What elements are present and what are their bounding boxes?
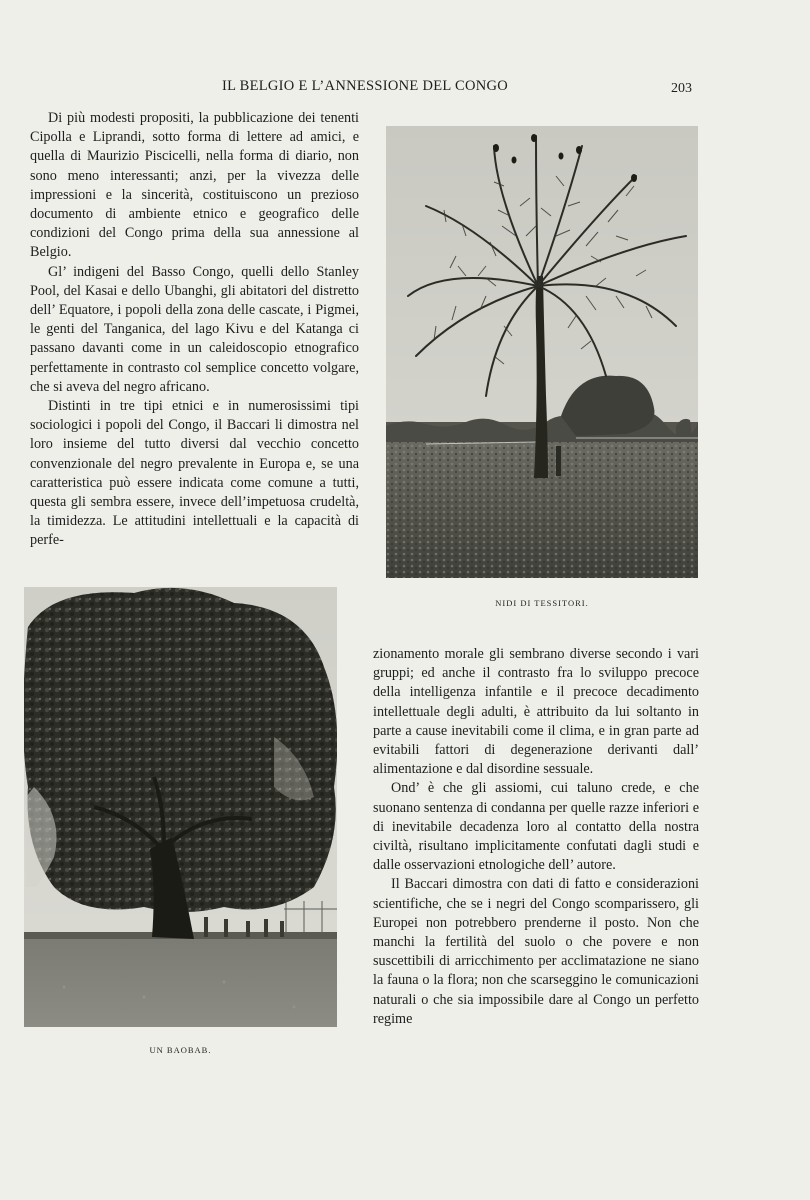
text-column-upper-left [30, 109, 359, 551]
paragraph: zionamento morale gli sembrano diverse secondo i vari gruppi; ed anche il contrasto fra lo sviluppo precoce della intelligenza infantile e il precoce decadimento intellettuale degli adulti, è attribuito da lui soltanto in parte a cause inevitabili come il clima, e in gran parte ad evitabili fattori di degenerazione derivanti dall’ alimentazione e dal disordine sessuale. [373, 646, 699, 778]
figure-caption-palm: NIDI DI TESSITORI. [495, 598, 589, 608]
paragraph: Di più modesti propositi, la pubblicazione dei tenenti Cipolla e Liprandi, sotto forma di lettere ad amici, e quella di Maurizio Piscicelli, nella forma di diario, non sono meno interessanti; anzi, per la vivezza delle impressioni e la sincerità, costituiscono un prezioso documento di ambiente etnico e geografico delle condizioni del Congo prima della sua annessione al Belgio. [30, 110, 359, 261]
photo-palm-weaver-nests [386, 126, 698, 578]
page-number: 203 [671, 81, 692, 96]
figure-caption-baobab: UN BAOBAB. [149, 1045, 212, 1055]
paragraph: Ond’ è che gli assiomi, cui taluno crede, e che suonano sentenza di condanna per quelle razze inferiori e di inevitabile decadenza loro al contatto della nostra civiltà, risultano implicitamente confutati dagli studi e dalle osservazioni etnologiche dell’ autore. [373, 780, 699, 874]
paragraph: Distinti in tre tipi etnici e in numerosissimi tipi sociologici i popoli del Congo, il Baccari li dimostra nel loro insieme del tutto diversi dal vecchio concetto convenzionale del negro prevalente in Europa e, se una caratteristica può essere indicata come comune a tutti, questa gli sembra essere, invece dell’impetuosa crudeltà, la timidezza. Le attitudini intellettuali e la capacità di perfe- [30, 398, 359, 549]
paragraph: Gl’ indigeni del Basso Congo, quelli dello Stanley Pool, del Kasai e dello Ubanghi, gli abitatori del distretto dell’ Equatore, i popoli della zona delle cascate, i Pigmei, le genti del Tanganica, del lago Kivu e del Katanga ci passano davanti come in un caleidoscopio etnografico perfettamente in contrasto col semplice concetto volgare, che si aveva del negro africano. [30, 263, 359, 395]
paragraph: Il Baccari dimostra con dati di fatto e considerazioni scientifiche, che se i negri del Congo scomparissero, gli Europei non potrebbero prenderne il posto. Non che manchi la fertilità del suolo o che povere e non suscettibili di arricchimento per acclimatazione ne siano la fauna o la flora; non che scarseggino le comunicazioni naturali o che sia impossibile dare al Congo un perfetto regime [373, 876, 699, 1027]
photo-baobab-tree [24, 587, 337, 1027]
running-head: IL BELGIO E L’ANNESSIONE DEL CONGO [221, 78, 509, 94]
text-column-lower-right [373, 645, 699, 1029]
